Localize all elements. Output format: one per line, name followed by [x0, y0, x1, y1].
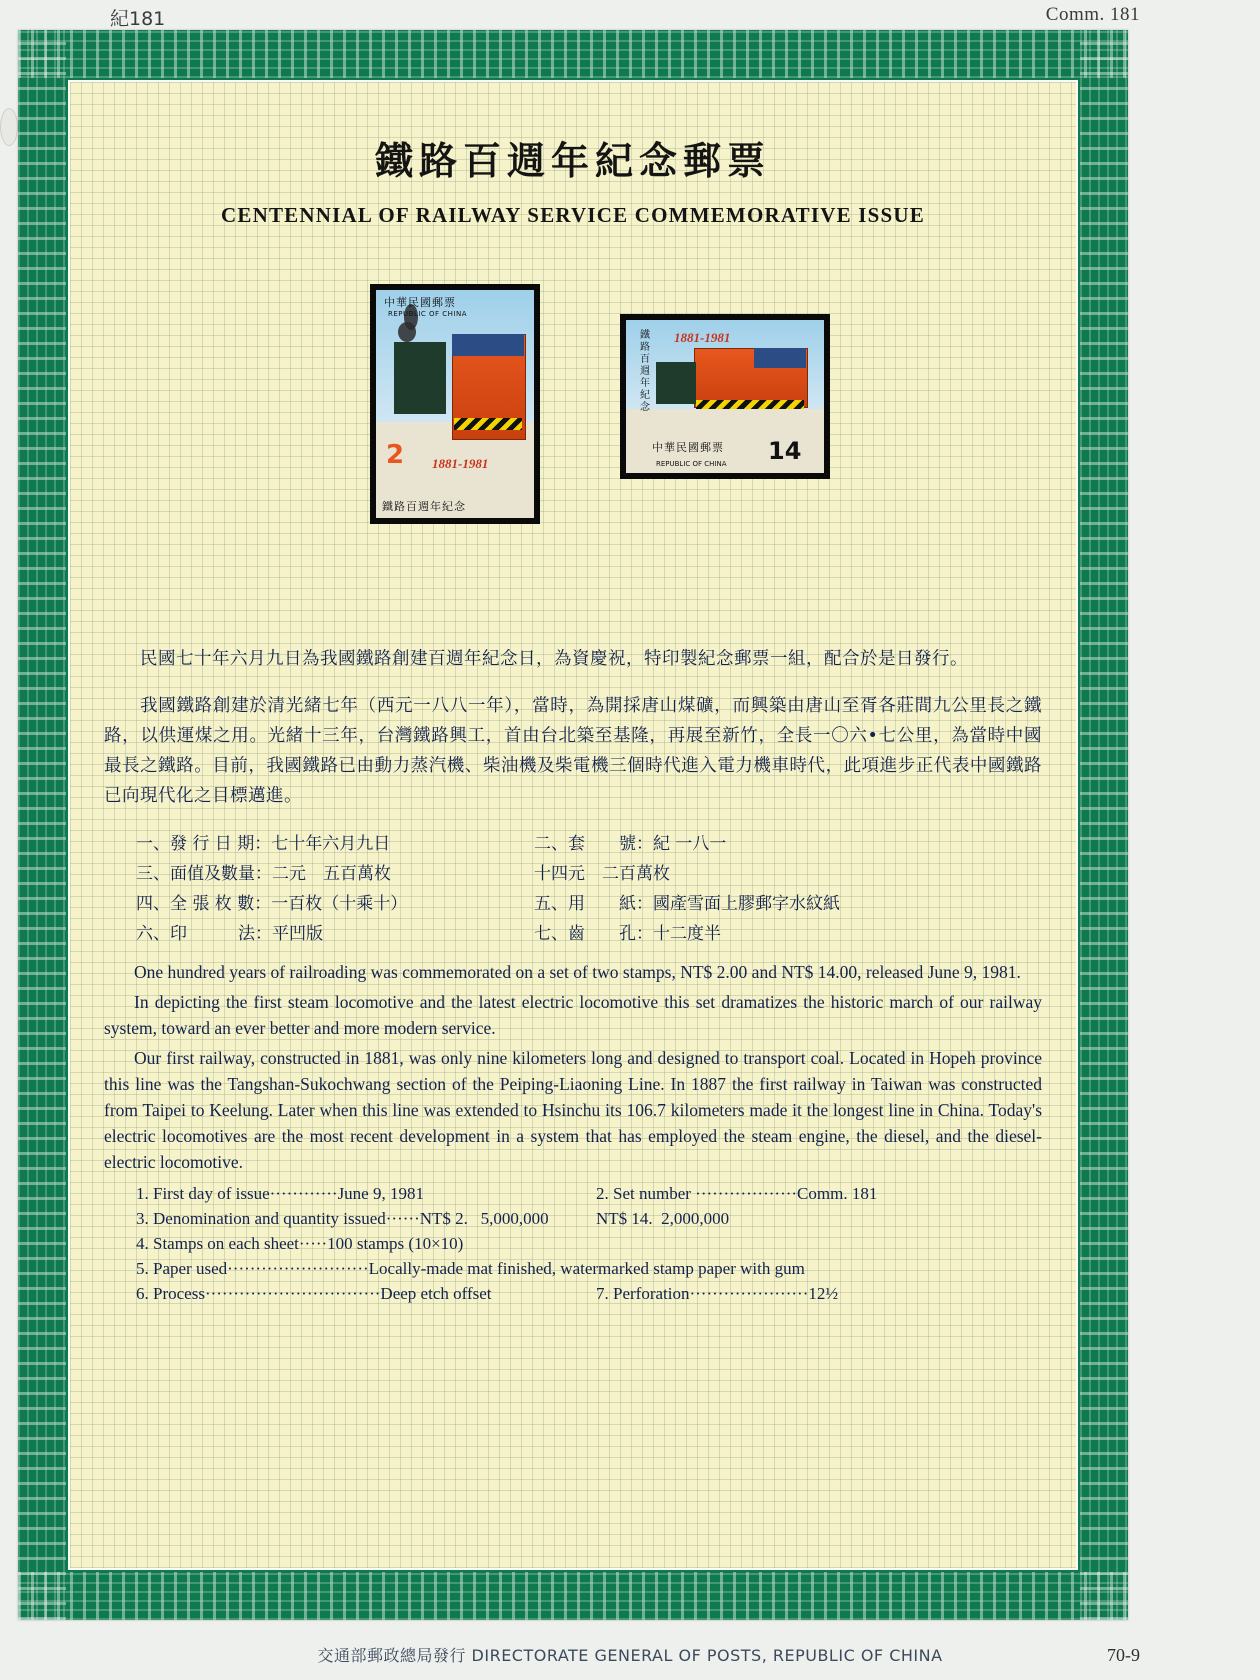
- spec-right: NT$ 14. 2,000,000: [596, 1208, 730, 1228]
- country-name-chinese: 中華民國郵票: [384, 296, 456, 309]
- spec-right: 七、齒 孔：十二度半: [534, 923, 721, 944]
- chinese-spec-list: [104, 829, 1042, 949]
- stamp-display-area: [70, 274, 1076, 604]
- year-range-label: 1881-1981: [432, 456, 489, 471]
- spec-left: 4. Stamps on each sheet·····100 stamps (10×10): [136, 1233, 464, 1253]
- smoke-puff-icon: [398, 322, 416, 342]
- english-paragraph-1: One hundred years of railroading was commemorated on a set of two stamps, NT$ 2.00 and NT$ 14.00, released June 9, 1981.: [134, 961, 1021, 982]
- country-name-chinese: 中華民國郵票: [652, 441, 724, 454]
- page-title-chinese: 鐵路百週年紀念郵票: [374, 139, 771, 183]
- title-block: [70, 82, 1076, 228]
- year-range-label: 1881-1981: [674, 330, 731, 345]
- english-paragraph-2: In depicting the first steam locomotive and the latest electric locomotive this set dramatizes the historic march of our railway system, toward an ever better and more modern service.: [104, 991, 1042, 1038]
- stamp-2-dollar[interactable]: [370, 284, 540, 524]
- header-code-english: Comm. 181: [1045, 4, 1140, 25]
- spec-left: 6. Process·······························Deep etch offset: [136, 1283, 492, 1303]
- text-body: [104, 604, 1042, 1306]
- page-title-english: CENTENNIAL OF RAILWAY SERVICE COMMEMORATIVE ISSUE: [221, 203, 925, 227]
- spec-right: 十四元 二百萬枚: [534, 863, 670, 884]
- english-paragraph-3: Our first railway, constructed in 1881, was only nine kilometers long and designed to transport coal. Located in Hopeh province this line was the Tangshan-Sukochwang section of the Peiping-Liaoning Line. In 1887 the first railway in Taiwan was constructed from Taipei to Keelung. Later when this line was extended to Hsinchu its 106.7 kilometers made it the longest line in China. Today's electric locomotives are the most recent development in a system that has employed the steam engine, the diesel, and the diesel-electric locomotive.: [104, 1047, 1042, 1172]
- spec-row: [104, 919, 1042, 949]
- spec-row: [104, 889, 1042, 919]
- spec-left: 5. Paper used·························Locally-made mat finished, watermarked stamp paper with gum: [136, 1258, 805, 1278]
- steam-locomotive-icon: [656, 362, 696, 404]
- chinese-paragraph-1: 民國七十年六月九日為我國鐵路創建百週年紀念日，為資慶祝，特印製紀念郵票一組，配合於是日發行。: [140, 648, 968, 669]
- sheet-content: [70, 82, 1076, 1568]
- spec-right: 7. Perforation·····················12½: [596, 1283, 839, 1303]
- locomotive-windshield: [452, 334, 524, 356]
- spec-row: [104, 1256, 1042, 1281]
- english-spec-list: [104, 1181, 1042, 1306]
- spec-row: [104, 1231, 1042, 1256]
- denomination-value: 2: [386, 440, 405, 470]
- spec-left: 三、面值及數量：二元 五百萬枚: [136, 863, 391, 884]
- spec-right: 二、套 號：紀 一八一: [534, 833, 727, 854]
- denomination-value: 14: [768, 437, 802, 465]
- page-edge-artifact: [0, 108, 18, 146]
- steam-locomotive-icon: [394, 342, 446, 414]
- spec-left: 四、全 張 枚 數：一百枚（十乘十）: [136, 893, 408, 914]
- stamp-face: [376, 290, 534, 518]
- warning-stripe: [696, 400, 804, 409]
- spec-right: [596, 1231, 1042, 1256]
- page-footer: [0, 1643, 1260, 1666]
- spec-right: 五、用 紙：國產雪面上膠郵字水紋紙: [534, 893, 840, 914]
- country-name-latin: REPUBLIC OF CHINA: [656, 460, 727, 468]
- spec-row: [104, 1281, 1042, 1306]
- stamp-caption: 鐵路百週年紀念: [640, 330, 650, 413]
- spec-row: [104, 859, 1042, 889]
- chinese-paragraph-2: 我國鐵路創建於清光緒七年（西元一八八一年），當時，為開採唐山煤礦，而興築由唐山至胥各莊間九公里長之鐵路，以供運煤之用。光緒十三年，台灣鐵路興工，首由台北築至基隆，再展至新竹，全長一〇六•七公里，為當時中國最長之鐵路。目前，我國鐵路已由動力蒸汽機、柴油機及柴電機三個時代進入電力機車時代，此項進步正代表中國鐵路已向現代化之目標邁進。: [104, 696, 1042, 806]
- stamp-14-dollar[interactable]: [620, 314, 830, 479]
- spec-right: 2. Set number ··················Comm. 181: [596, 1183, 878, 1203]
- spec-row: [104, 1206, 1042, 1231]
- header-code-chinese: 紀181: [110, 8, 166, 30]
- spec-left: 1. First day of issue············June 9, 1981: [136, 1183, 424, 1203]
- locomotive-windshield: [754, 348, 806, 368]
- spec-left: 3. Denomination and quantity issued······NT$ 2. 5,000,000: [136, 1208, 549, 1228]
- warning-stripe: [454, 418, 522, 430]
- spec-left: 六、印 法：平凹版: [136, 923, 323, 944]
- stamp-caption: 鐵路百週年紀念: [382, 500, 466, 513]
- spec-row: [104, 829, 1042, 859]
- stamp-face: [626, 320, 824, 473]
- footer-imprint: 交通部郵政總局發行 DIRECTORATE GENERAL OF POSTS, REPUBLIC OF CHINA: [317, 1646, 943, 1665]
- page-number: 70-9: [1107, 1645, 1140, 1665]
- spec-left: 一、發 行 日 期：七十年六月九日: [136, 833, 391, 854]
- spec-row: [104, 1181, 1042, 1206]
- country-name-latin: REPUBLIC OF CHINA: [388, 310, 468, 318]
